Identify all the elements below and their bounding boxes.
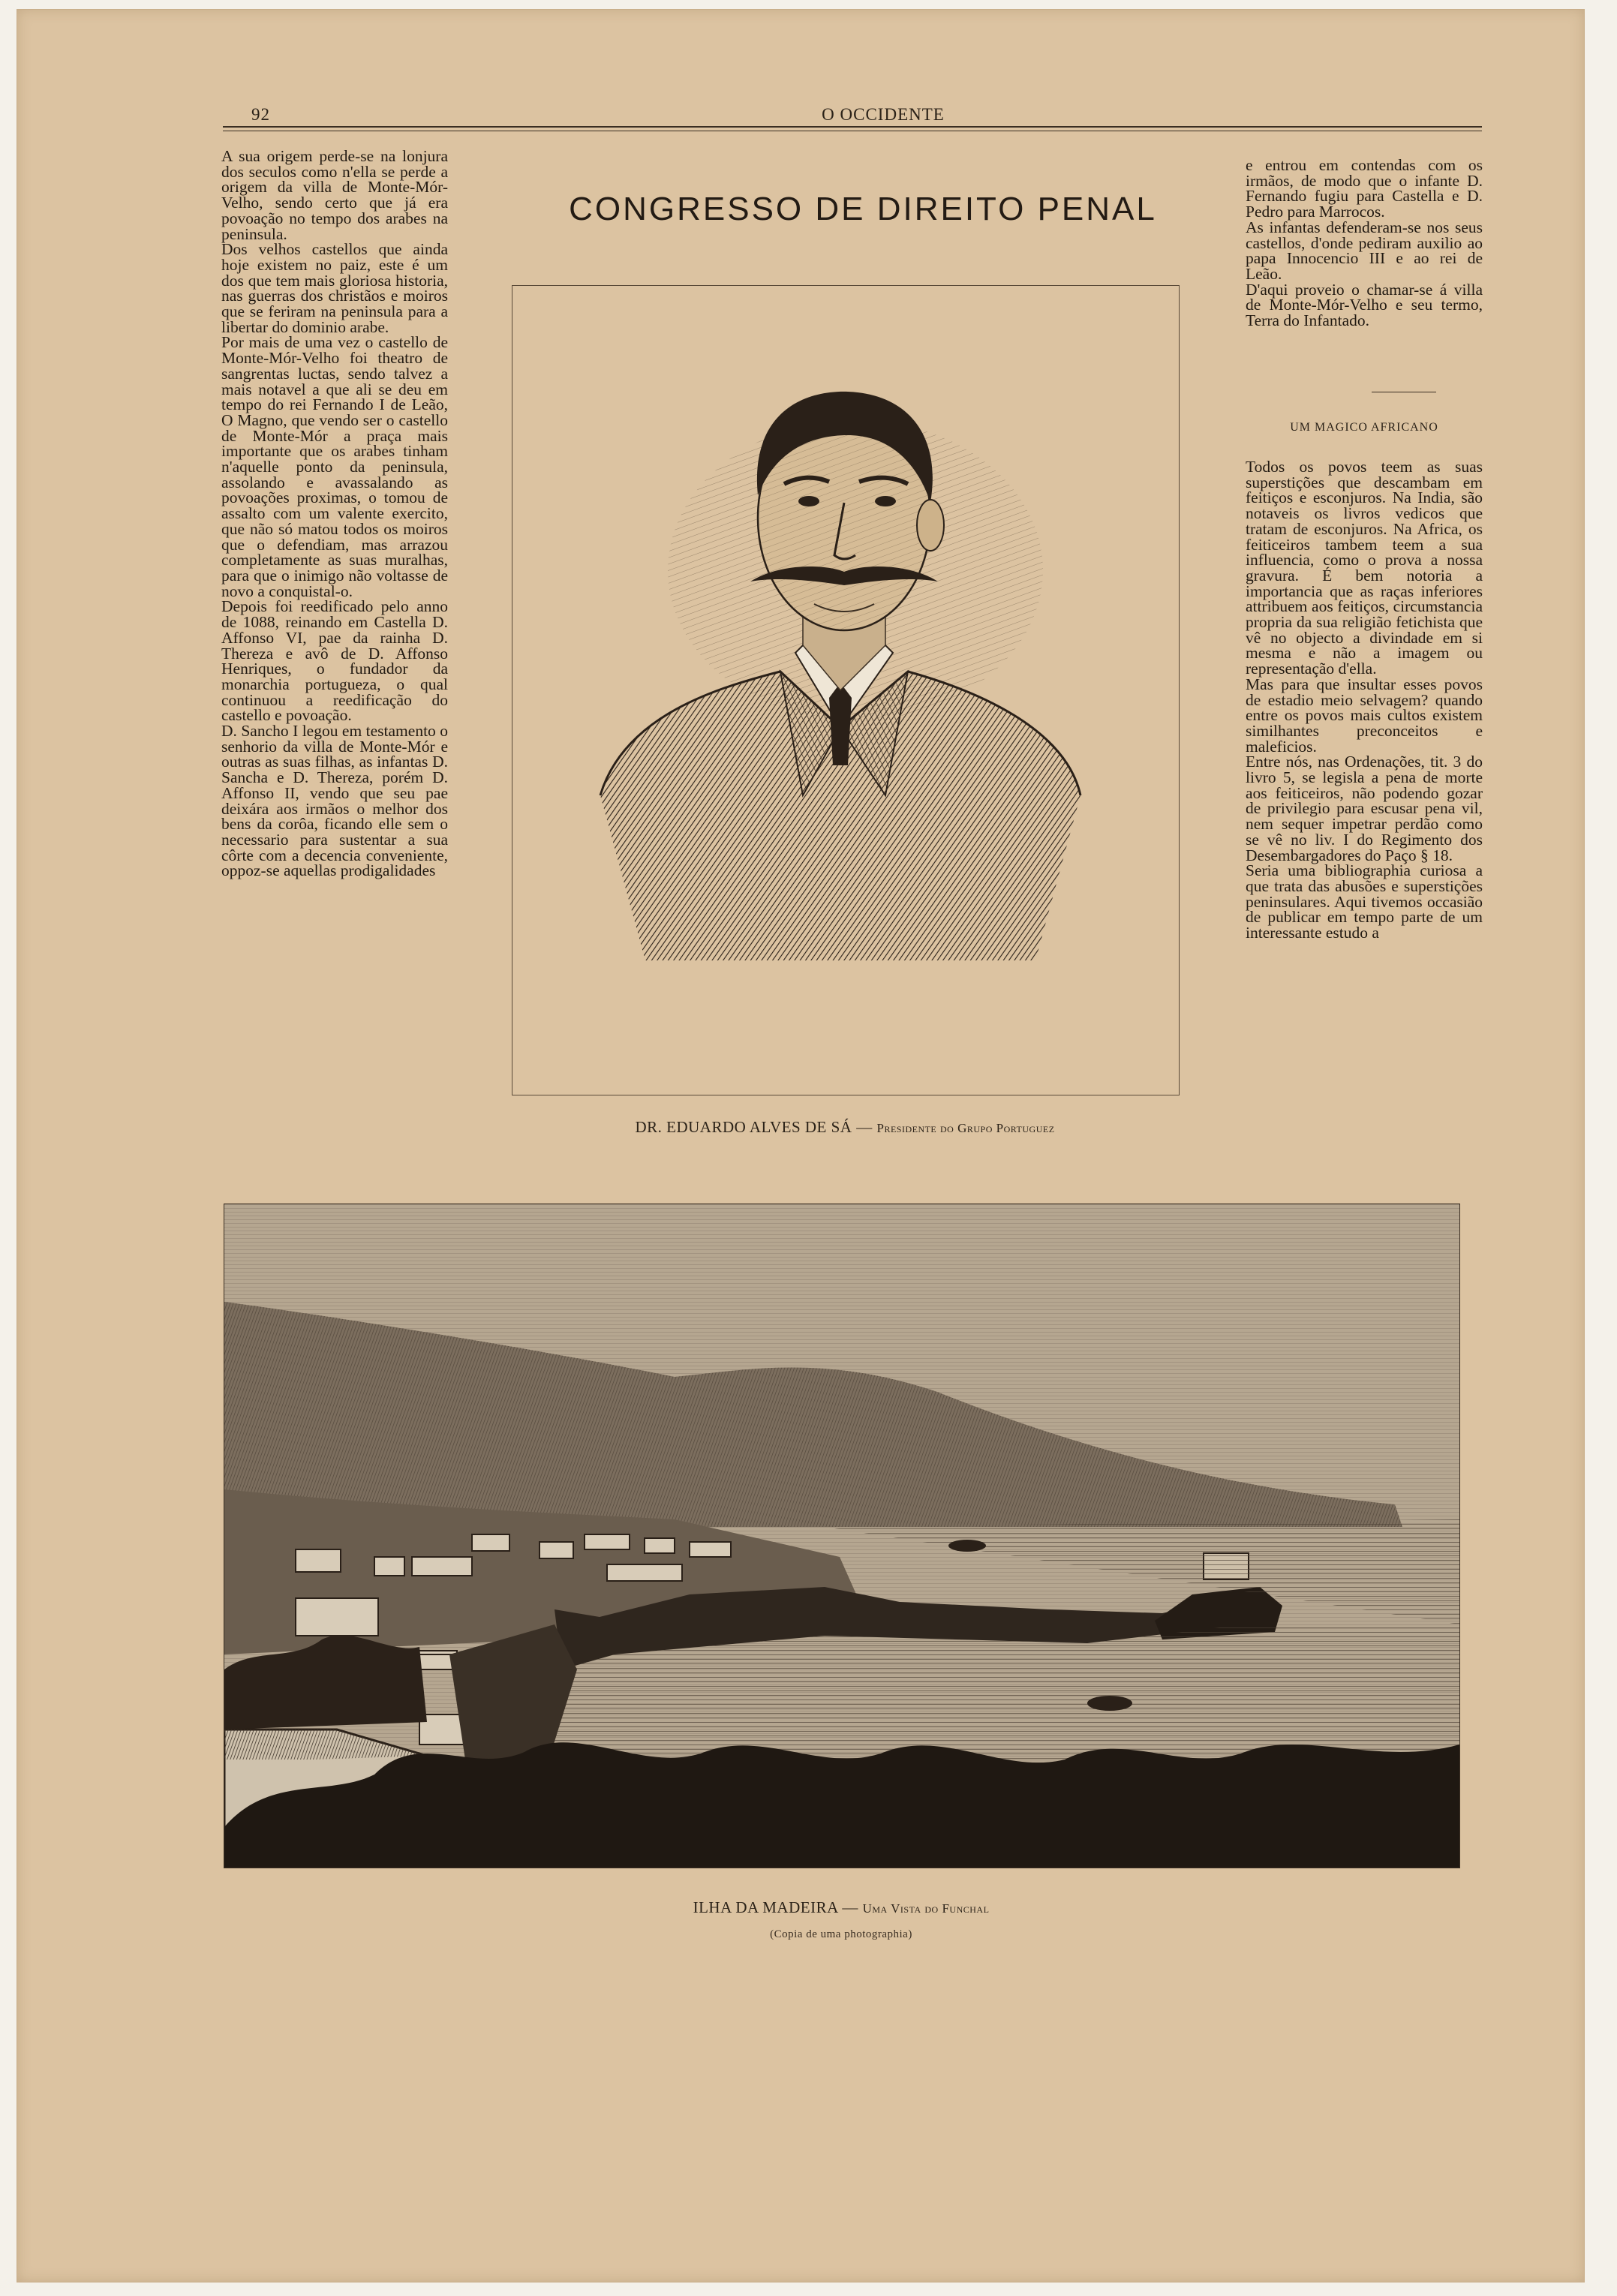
section-heading: UM MAGICO AFRICANO <box>1290 421 1438 434</box>
portrait-engraving <box>555 375 1126 990</box>
header-rule <box>223 126 1482 131</box>
portrait-caption-dash: — <box>852 1118 877 1136</box>
page-number: 92 <box>251 105 270 124</box>
portrait-caption-name: DR. EDUARDO ALVES DE SÁ <box>635 1118 852 1136</box>
article-title: CONGRESSO DE DIREITO PENAL <box>569 191 1157 227</box>
right-column-text-bottom: Todos os povos teem as suas superstições que descambam em feitiços e esconjuros. Na India, são notaveis os livros vedicos que tratam de esconjuros. Na Africa, os feiticeiros tambem teem a sua influencia, como o prova a nossa gravura. É bem notoria a importancia que as raças inferiores attribuem aos feitiços, circumstancia propria da sua religião fetichista que vê no objecto a divindade em si mesma e não a imagem ou representação d'ella. Mas para que insultar esses povos de estadio meio selvagem? quando entre os povos mais cultos existem similhantes preconceitos e maleficios. Entre nós, nas Ordenações, tit. 3 do livro 5, se legisla a pena de morte aos feiticeiros, não podendo gozar de privilegio para escusar pena vil, nem sequer impetrar perdão como se vê no liv. I do Regimento dos Desembargadores do Paço § 18. Seria uma bibliographia curiosa a que trata das abusões e superstições peninsulares. Aqui tivemos occasião de publicar em tempo parte de um interessante estudo a <box>1246 458 1483 942</box>
portrait-caption <box>512 1118 1178 1137</box>
landscape-caption-place: ILHA DA MADEIRA <box>693 1898 838 1916</box>
landscape-source-note: (Copia de uma photographia) <box>770 1928 912 1940</box>
left-column-text: A sua origem perde-se na lonjura dos seculos como n'ella se perde a origem da villa de Monte-Mór-Velho, sendo certo que já era povoação no tempo dos arabes na peninsula. Dos velhos castellos que ainda hoje existem no paiz, este é um dos que tem mais gloriosa historia, nas guerras dos christãos e moiros que se feriram na peninsula para a libertar do dominio arabe. Por mais de uma vez o castello de Monte-Mór-Velho foi theatro de sangrentas luctas, sendo talvez a mais notavel a que ali se deu em tempo do rei Fernando I de Leão, O Magno, que vendo ser o castello de Monte-Mór a praça mais importante que os arabes tinham n'aquelle ponto da peninsula, assolando e avassalando as povoações proximas, o tomou de assalto com um valente exercito, que não só matou todos os moiros que o defendiam, mas arrazou completamente as suas muralhas, para que o inimigo não voltasse de novo a conquistal-o. Depois foi reedificado pelo anno de 1088, reinando em Castella D. Affonso VI, pae da rainha D. Thereza e avô de D. Affonso Henriques, o fundador da monarchia portugueza, o qual continuou a reedificação do castello e povoação. D. Sancho I legou em testamento o senhorio da villa de Monte-Mór e outras as suas filhas, as infantas D. Sancha e D. Thereza, porém D. Affonso II, vendo que seu pae deixára aos irmãos o melhor dos bens da corôa, ficando elle sem o necessario para sustentar a sua côrte com a decencia conveniente, oppoz-se aquellas prodigalidades <box>221 147 448 880</box>
portrait-caption-role: Presidente do Grupo Portuguez <box>876 1121 1055 1135</box>
landscape-caption <box>224 1898 1459 1917</box>
landscape-caption-view: Uma Vista do Funchal <box>862 1901 990 1916</box>
publication-name: O OCCIDENTE <box>822 105 945 124</box>
funchal-landscape-engraving <box>224 1204 1460 1868</box>
landscape-caption-dash: — <box>837 1898 863 1916</box>
right-column-text-top: e entrou em contendas com os irmãos, de modo que o infante D. Fernando fugiu para Castella e D. Pedro para Marrocos. As infantas defenderam-se nos seus castellos, d'onde pediram auxilio ao papa Innocencio III e ao rei de Leão. D'aqui proveio o chamar-se á villa de Monte-Mór-Velho e seu termo, Terra do Infantado. <box>1246 156 1483 330</box>
